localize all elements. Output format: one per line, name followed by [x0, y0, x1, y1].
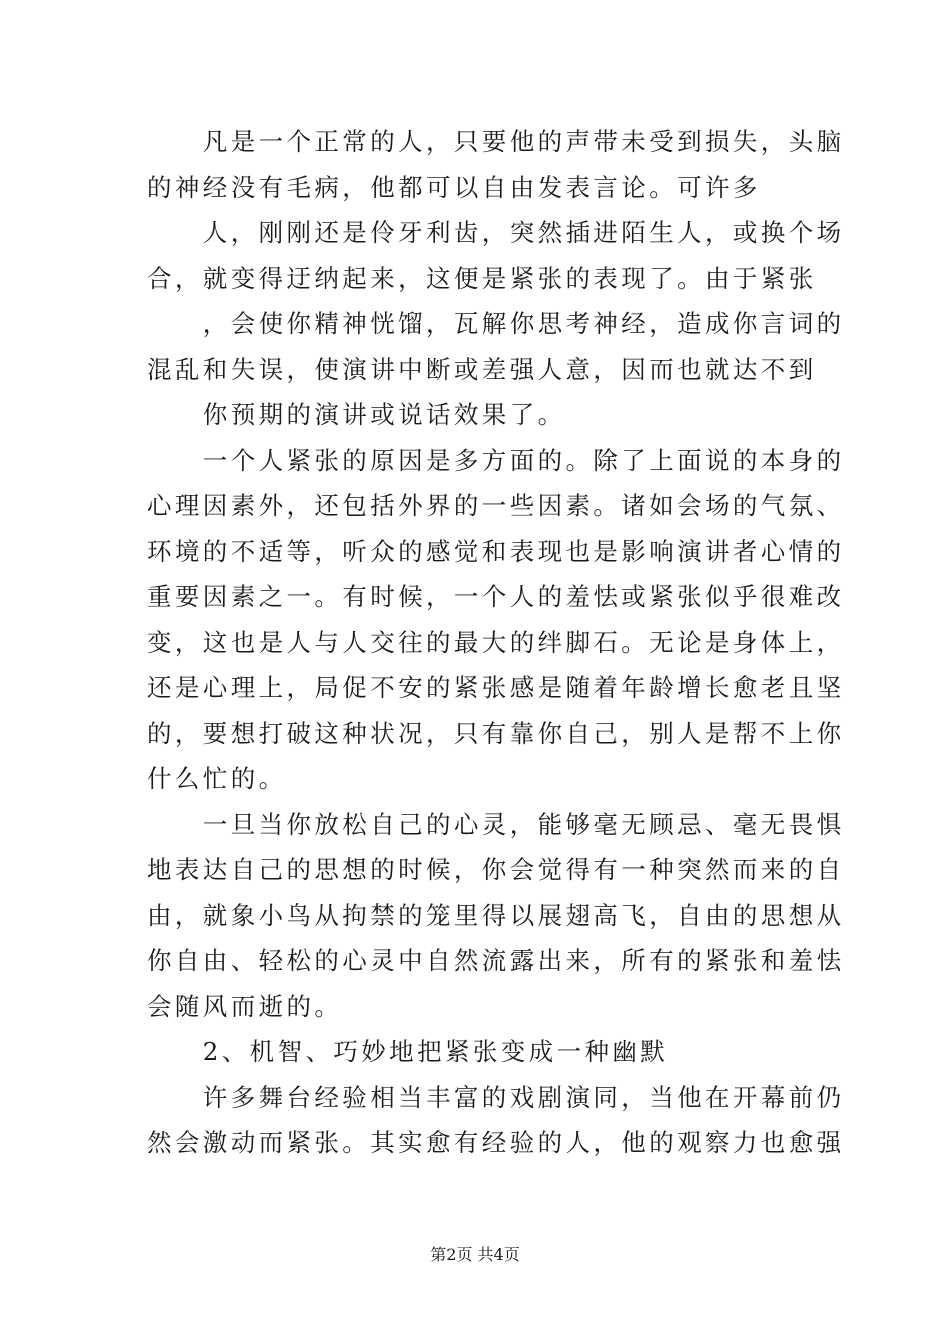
text-line: 你自由、轻松的心灵中自然流露出来，所有的紧张和羞怯 — [147, 946, 845, 975]
text-line: 的，要想打破这种状况，只有靠你自己，别人是帮不上你 — [147, 719, 845, 748]
text-line: 一旦当你放松自己的心灵，能够毫无顾忌、毫无畏惧 — [147, 810, 845, 839]
text-line: 合，就变得迂纳起来，这便是紧张的表现了。由于紧张 — [147, 264, 817, 293]
text-line: 变，这也是人与人交往的最大的绊脚石。无论是身体上， — [147, 628, 845, 657]
text-line: 什么忙的。 — [147, 764, 287, 793]
text-line: 的神经没有毛病，他都可以自由发表言论。可许多 — [147, 173, 761, 202]
text-line: 你预期的演讲或说话效果了。 — [147, 400, 566, 429]
text-line: 然会激动而紧张。其实愈有经验的人，他的观察力也愈强 — [147, 1128, 845, 1157]
text-line: 一个人紧张的原因是多方面的。除了上面说的本身的 — [147, 446, 845, 475]
text-line: 还是心理上，局促不安的紧张感是随着年龄增长愈老且坚 — [147, 673, 845, 702]
page-footer: 第2页 共4页 — [430, 1245, 520, 1264]
section-heading: 2、机智、巧妙地把紧张变成一种幽默 — [147, 1037, 669, 1066]
text-line: 重要因素之一。有时候，一个人的羞怯或紧张似乎很难改 — [147, 582, 845, 611]
text-line: 环境的不适等，听众的感觉和表现也是影响演讲者心情的 — [147, 537, 845, 566]
text-line: 地表达自己的思想的时候，你会觉得有一种突然而来的自 — [147, 855, 845, 884]
text-line: 人，刚刚还是伶牙利齿，突然插进陌生人，或换个场 — [147, 218, 845, 247]
text-line: 许多舞台经验相当丰富的戏剧演同，当他在开幕前仍 — [147, 1083, 845, 1112]
text-line: 凡是一个正常的人，只要他的声带未受到损失，头脑 — [147, 127, 845, 156]
text-line: 心理因素外，还包括外界的一些因素。诸如会场的气氛、 — [147, 491, 845, 520]
text-line: 会随风而逝的。 — [147, 992, 343, 1021]
text-line: ，会使你精神恍馏，瓦解你思考神经，造成你言词的 — [147, 309, 845, 338]
text-line: 混乱和失误，使演讲中断或差强人意，因而也就达不到 — [147, 355, 817, 384]
text-line: 由，就象小鸟从拘禁的笼里得以展翅高飞，自由的思想从 — [147, 901, 845, 930]
